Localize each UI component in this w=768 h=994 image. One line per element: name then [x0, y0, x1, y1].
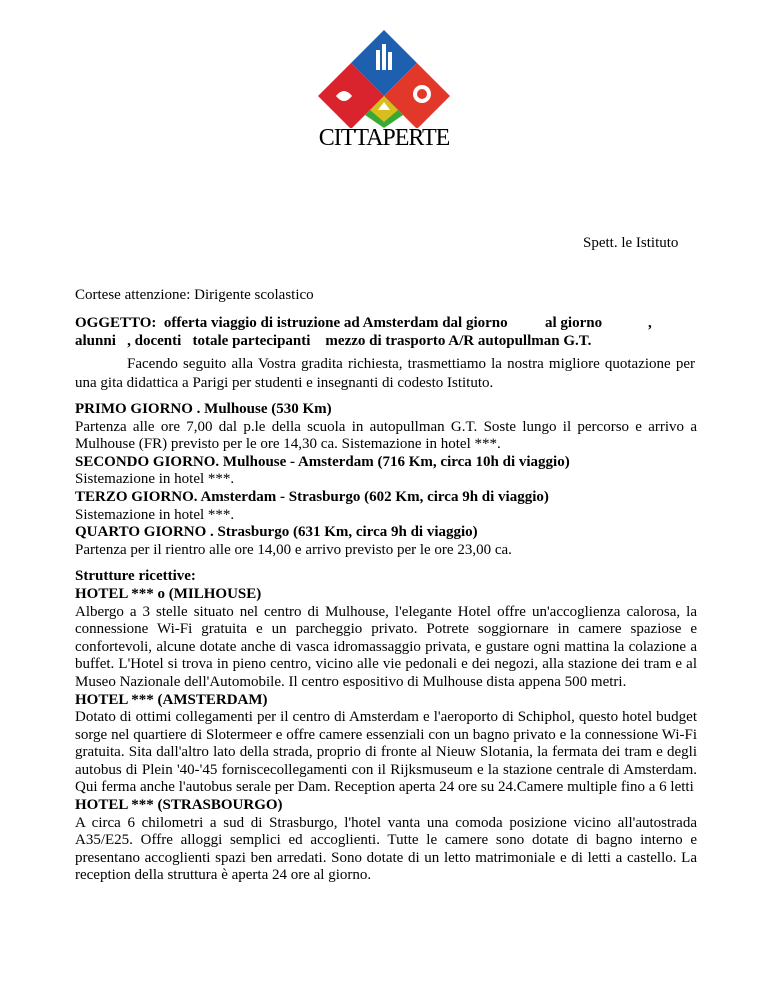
day1-text: Partenza alle ore 7,00 dal p.le della scuola in autopullman G.T. Soste lungo il percorso e arrivo a Mulhouse (FR) previsto per le ore 14,30 ca. Sistemazione in hotel ***. [75, 418, 697, 453]
day1-title: PRIMO GIORNO . Mulhouse (530 Km) [75, 401, 332, 417]
subject-part-2: al giorno [545, 315, 603, 331]
intro-paragraph: Facendo seguito alla Vostra gradita richiesta, trasmettiamo la nostra migliore quotazione per una gita didattica a Parigi per studenti e insegnanti di codesto Istituto. [75, 356, 695, 391]
subject-part-3: , [648, 315, 652, 331]
hotel2-text: Dotato di ottimi collegamenti per il centro di Amsterdam e l'aeroporto di Schiphol, questo hotel budget sorge nel quartiere di Slotermeer e offre camere essenziali con un bagno privato e la connessione Wi-Fi gratuita. Sita dall'altro lato della strada, proprio di fronte al Nieuw Slotania, la fermata dei tram e degli autobus di Plein '40-'45 fornisce​collegamenti con il Rijksmuseum e la stazione centrale di Amsterdam. Qui ferma anche l'autobus serale per Dam. Reception aperta 24 ore su 24.Camere multiple fino a 6 letti [75, 709, 697, 796]
subject-block [75, 314, 705, 350]
addressee: Spett. le Istituto [583, 235, 679, 251]
day4-title: QUARTO GIORNO . Strasburgo (631 Km, circa 9h di viaggio) [75, 524, 478, 541]
day4-text: Partenza per il rientro alle ore 14,00 e arrivo previsto per le ore 23,00 ca. [75, 541, 512, 558]
attention-line: Cortese attenzione: Dirigente scolastico [75, 287, 314, 303]
hotel1-text: Albergo a 3 stelle situato nel centro di Mulhouse, l'elegante Hotel offre un'accoglienza calorosa, la connessione Wi-Fi gratuita e un parcheggio privato. Potrete soggiornare in camere spaziose e confortevoli, alcune dotate anche di vasca idromassaggio privata, e gustare ogni mattina la colazione a buffet. L'Hotel si trova in pieno centro, vicino alle vie pedonali e dei negozi, alla stazione dei tram e al Museo Nazionale dell'Automobile. Il centro espositivo di Mulhouse dista appena 500 metri. [75, 603, 697, 690]
cittaperte-logo [318, 30, 450, 128]
day2-text: Sistemazione in hotel ***. [75, 471, 235, 488]
day3-text: Sistemazione in hotel ***. [75, 506, 235, 523]
hotel2-title: HOTEL *** (AMSTERDAM) [75, 691, 268, 708]
section-gap [75, 559, 697, 568]
subject-line-1 [75, 314, 705, 332]
hotel1-title: HOTEL *** o (MILHOUSE) [75, 585, 262, 602]
program-section [75, 401, 697, 885]
subject-part-1: OGGETTO: offerta viaggio di istruzione ad Amsterdam dal giorno [75, 315, 508, 331]
hotel3-title: HOTEL *** (STRASBOURGO) [75, 797, 283, 814]
hotel3-text: A circa 6 chilometri a sud di Strasburgo, l'hotel vanta una comoda posizione vicino all'autostrada A35/E25. Offre alloggi semplici ed accoglienti. Tutte le camere sono dotate di bagno interno e presentano accoglienti spazi ben arredati. Sono dotate di un letto matrimoniale e di letti a castello. La reception della struttura è aperta 24 ore al giorno. [75, 814, 697, 884]
brand-name: CITTAPERTE [318, 125, 450, 151]
day3-title: TERZO GIORNO. Amsterdam - Strasburgo (602 Km, circa 9h di viaggio) [75, 488, 549, 505]
day2-title: SECONDO GIORNO. Mulhouse - Amsterdam (716 Km, circa 10h di viaggio) [75, 453, 570, 470]
subject-line-2: alunni , docenti totale partecipanti mezzo di trasporto A/R autopullman G.T. [75, 333, 592, 349]
accommodation-heading: Strutture ricettive: [75, 568, 196, 585]
